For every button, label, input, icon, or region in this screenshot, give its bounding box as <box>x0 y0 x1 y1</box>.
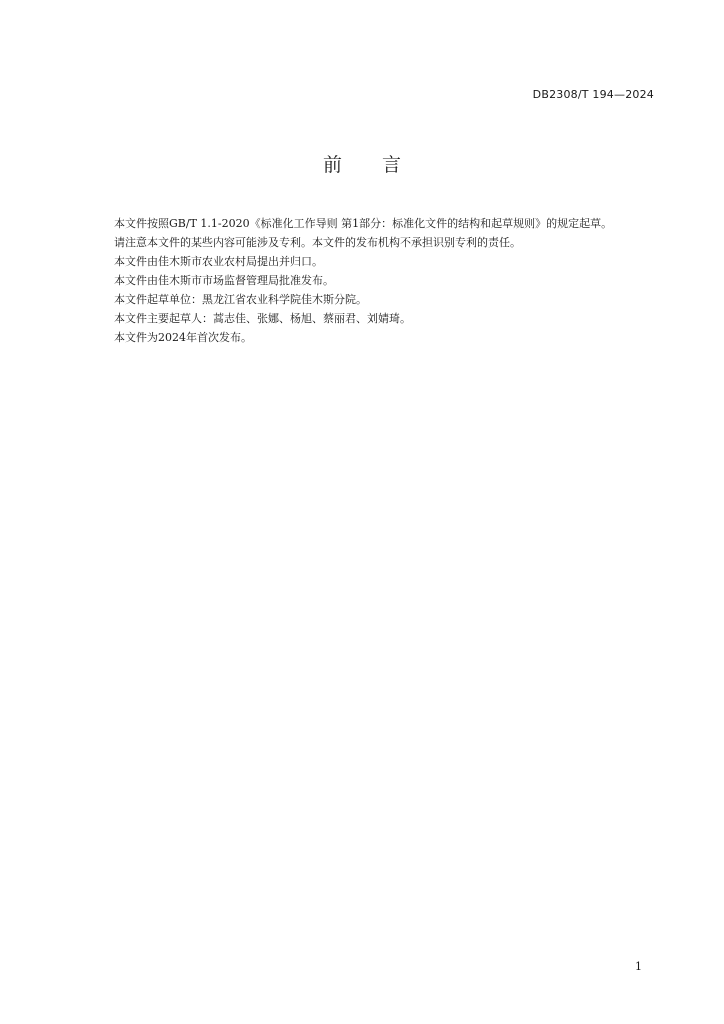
paragraph-proposer: 本文件由佳木斯市农业农村局提出并归口。 <box>114 255 323 268</box>
foreword-body <box>88 214 656 347</box>
paragraph-first-release: 本文件为2024年首次发布。 <box>114 331 252 344</box>
paragraph-drafting-rules: 本文件按照GB/T 1.1-2020《标准化工作导则 第1部分：标准化文件的结构和起草规则》的规定起草。 <box>114 217 613 230</box>
page-title: 前言 <box>322 154 441 176</box>
paragraph-drafting-unit: 本文件起草单位：黑龙江省农业科学院佳木斯分院。 <box>114 293 367 306</box>
page-number: 1 <box>635 960 642 973</box>
paragraph-drafters: 本文件主要起草人：蒿志佳、张娜、杨旭、蔡丽君、刘婧琦。 <box>114 312 411 325</box>
document-code: DB2308/T 194—2024 <box>532 88 654 101</box>
paragraph-patent-notice: 请注意本文件的某些内容可能涉及专利。本文件的发布机构不承担识别专利的责任。 <box>114 236 521 249</box>
paragraph-approver: 本文件由佳木斯市市场监督管理局批准发布。 <box>114 274 334 287</box>
